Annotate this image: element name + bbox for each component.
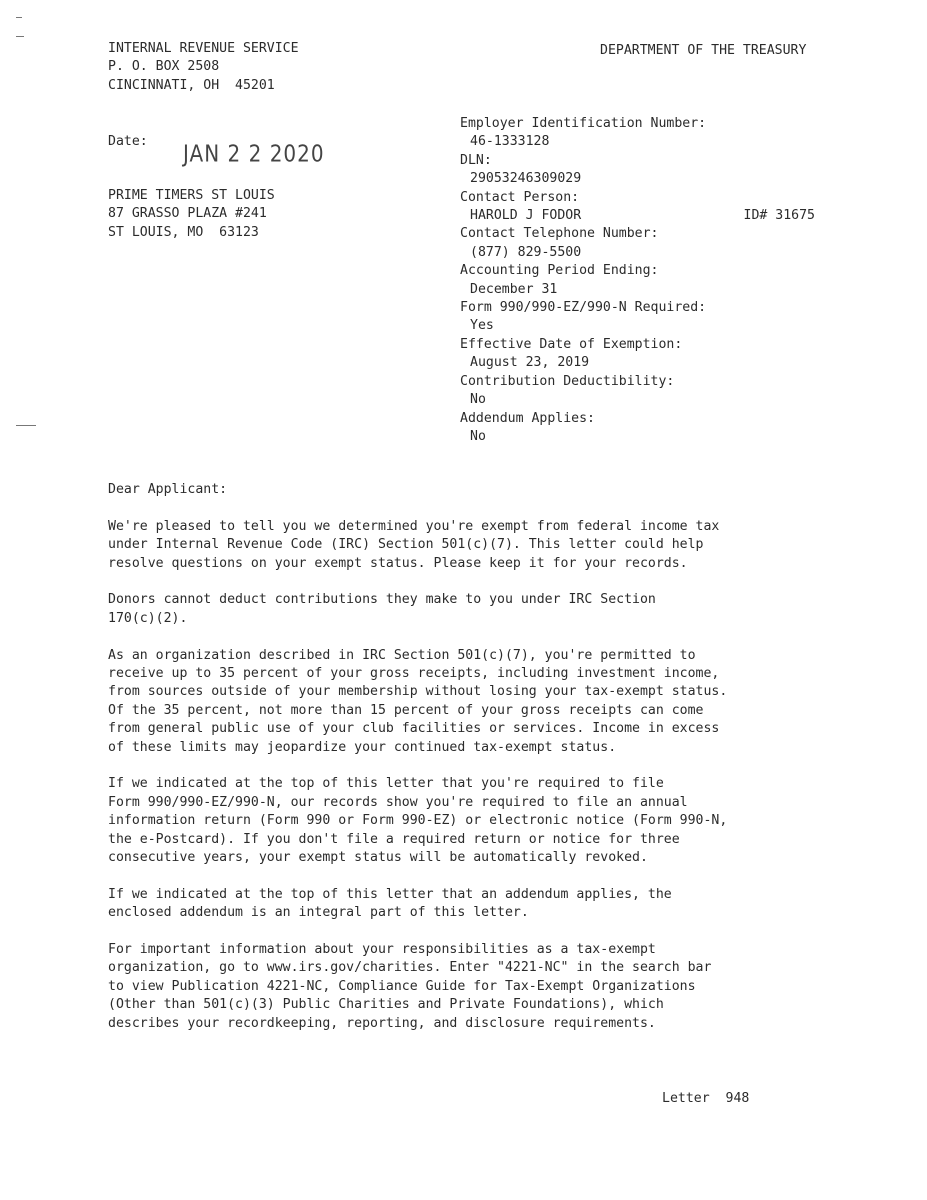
paragraph-limits <box>108 647 868 757</box>
greeting-text: Dear Applicant: <box>108 482 228 497</box>
phone-value: (877) 829-5500 <box>470 244 582 260</box>
irs-po-box: P. O. BOX 2508 <box>108 59 220 75</box>
contact-value: HAROLD J FODOR <box>470 208 582 224</box>
irs-address <box>108 40 299 95</box>
paragraph-line: from sources outside of your membership without losing your tax-exempt status. <box>108 684 728 700</box>
department-name: DEPARTMENT OF THE TREASURY <box>600 43 807 58</box>
deductibility-value: No <box>470 392 486 408</box>
paragraph-line: (Other than 501(c)(3) Public Charities and Private Foundations), which <box>108 997 664 1013</box>
info-block <box>460 115 815 446</box>
contact-label: Contact Person: <box>460 189 580 205</box>
paragraph-donors <box>108 591 868 628</box>
paragraph-addendum <box>108 886 868 923</box>
paragraph-line: resolve questions on your exempt status. Please keep it for your records. <box>108 555 688 571</box>
dln-label: DLN: <box>460 152 492 168</box>
paragraph-line: under Internal Revenue Code (IRC) Section 501(c)(7). This letter could help <box>108 537 704 553</box>
irs-name: INTERNAL REVENUE SERVICE <box>108 41 299 56</box>
paragraph-line: from general public use of your club facilities or services. Income in excess <box>108 721 720 737</box>
addendum-value: No <box>470 428 486 444</box>
paragraph-line: enclosed addendum is an integral part of this letter. <box>108 905 529 921</box>
paragraph-line: Donors cannot deduct contributions they make to you under IRC Section <box>108 592 656 608</box>
paragraph-line: We're pleased to tell you we determined you're exempt from federal income tax <box>108 518 720 534</box>
paragraph-line: For important information about your responsibilities as a tax-exempt <box>108 942 656 958</box>
date-block <box>108 133 148 151</box>
date-label: Date: <box>108 134 148 149</box>
paragraph-line: of these limits may jeopardize your continued tax-exempt status. <box>108 739 617 755</box>
paragraph-line: As an organization described in IRC Section 501(c)(7), you're permitted to <box>108 647 696 663</box>
recipient-street: 87 GRASSO PLAZA #241 <box>108 206 267 222</box>
scan-mark <box>16 17 22 18</box>
paragraph-line: organization, go to www.irs.gov/charities. Enter "4221-NC" in the search bar <box>108 960 712 976</box>
contact-id: ID# 31675 <box>743 208 815 224</box>
contact-row <box>460 207 815 225</box>
form-value: Yes <box>470 318 494 334</box>
paragraph-line: 170(c)(2). <box>108 610 188 626</box>
recipient-address <box>108 187 275 242</box>
phone-label: Contact Telephone Number: <box>460 226 659 242</box>
letter-number-text: Letter 948 <box>662 1091 750 1106</box>
paragraph-line: the e-Postcard). If you don't file a required return or notice for three <box>108 831 680 847</box>
paragraph-line: If we indicated at the top of this letter that you're required to file <box>108 776 664 792</box>
form-label: Form 990/990-EZ/990-N Required: <box>460 300 707 316</box>
paragraph-information <box>108 941 868 1033</box>
recipient-city: ST LOUIS, MO 63123 <box>108 224 259 240</box>
period-label: Accounting Period Ending: <box>460 263 659 279</box>
letter-body <box>108 481 868 1051</box>
paragraph-line: describes your recordkeeping, reporting, and disclosure requirements. <box>108 1015 656 1031</box>
recipient-name: PRIME TIMERS ST LOUIS <box>108 188 275 203</box>
scan-mark <box>16 425 36 426</box>
addendum-label: Addendum Applies: <box>460 410 595 426</box>
dln-value: 29053246309029 <box>470 171 582 187</box>
paragraph-line: Form 990/990-EZ/990-N, our records show you're required to file an annual <box>108 794 688 810</box>
ein-label: Employer Identification Number: <box>460 116 707 131</box>
letter-number <box>662 1090 749 1108</box>
paragraph-exemption <box>108 518 868 573</box>
paragraph-line: Of the 35 percent, not more than 15 percent of your gross receipts can come <box>108 702 704 718</box>
paragraph-line: consecutive years, your exempt status will be automatically revoked. <box>108 850 648 866</box>
ein-value: 46-1333128 <box>470 134 550 150</box>
paragraph-filing <box>108 775 868 867</box>
paragraph-line: to view Publication 4221-NC, Compliance Guide for Tax-Exempt Organizations <box>108 978 696 994</box>
greeting <box>108 481 868 499</box>
date-stamp: JAN 2 2 2020 <box>183 139 325 168</box>
effective-value: August 23, 2019 <box>470 355 590 371</box>
scan-mark <box>16 36 24 37</box>
effective-label: Effective Date of Exemption: <box>460 336 683 352</box>
department-heading <box>600 42 806 60</box>
irs-city: CINCINNATI, OH 45201 <box>108 77 275 93</box>
paragraph-line: information return (Form 990 or Form 990-EZ) or electronic notice (Form 990-N, <box>108 813 728 829</box>
paragraph-line: If we indicated at the top of this letter that an addendum applies, the <box>108 886 672 902</box>
paragraph-line: receive up to 35 percent of your gross receipts, including investment income, <box>108 666 720 682</box>
deductibility-label: Contribution Deductibility: <box>460 373 675 389</box>
period-value: December 31 <box>470 281 558 297</box>
